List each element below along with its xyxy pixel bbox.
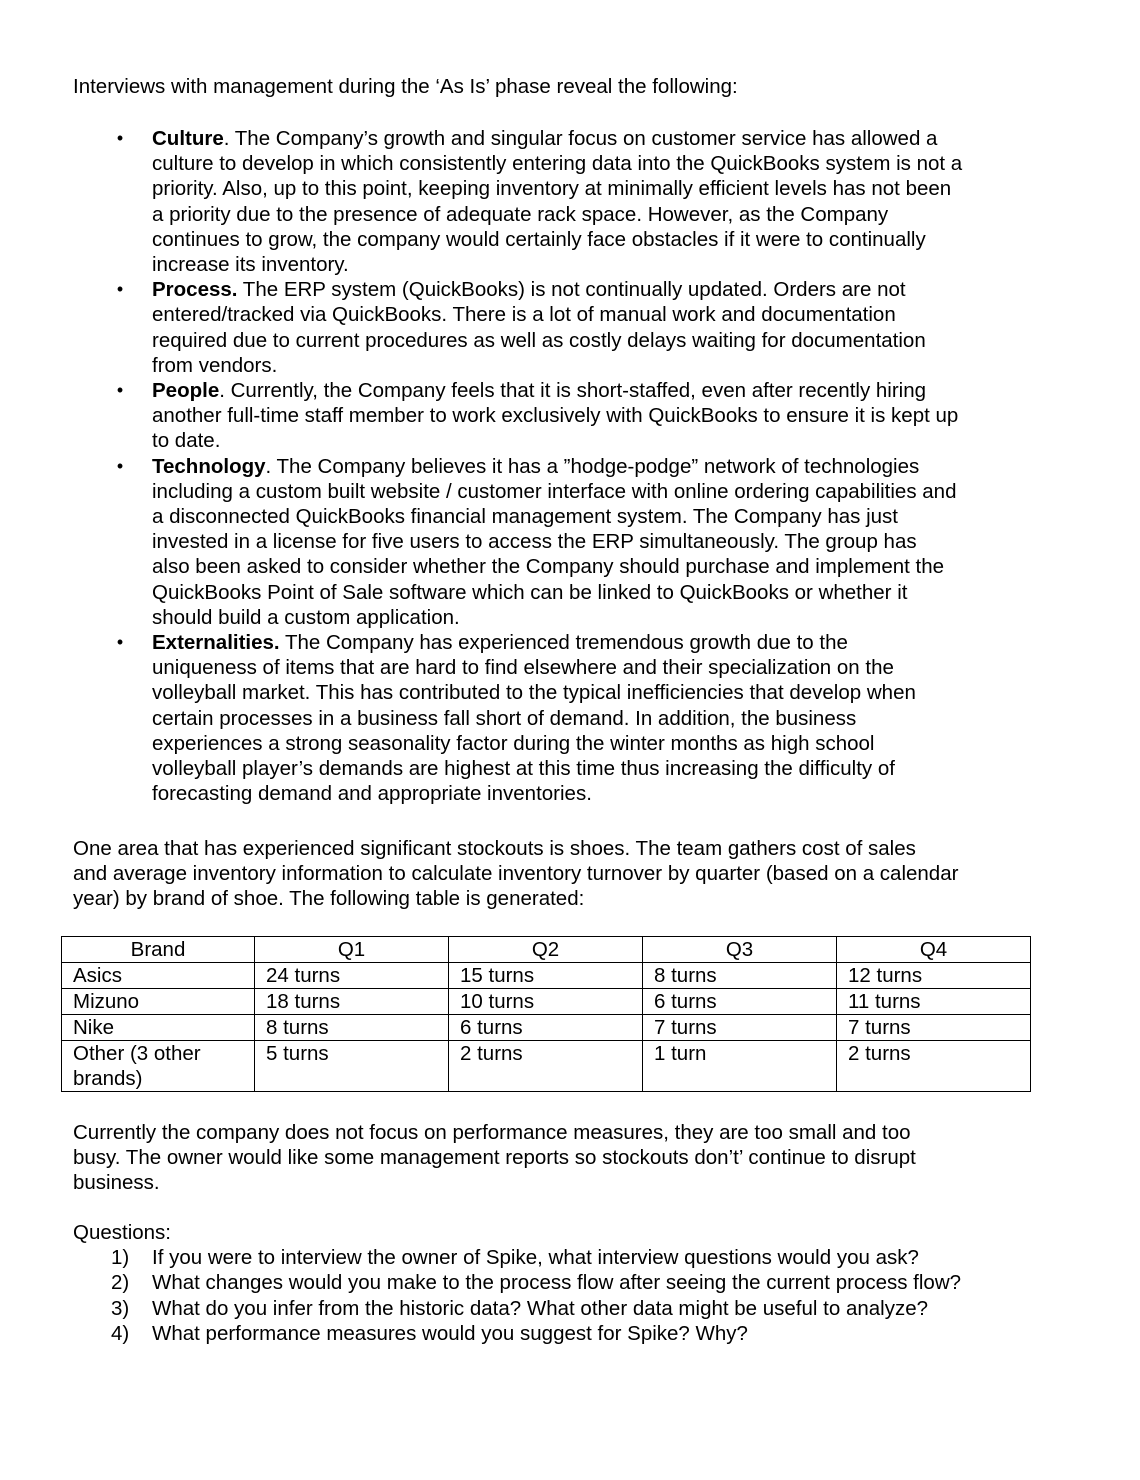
bullet-line: also been asked to consider whether the Company should purchase and implement the xyxy=(152,555,945,579)
bullet-line: volleyball player’s demands are highest at this time thus increasing the difficulty of xyxy=(152,757,895,781)
paragraph-line: Currently the company does not focus on performance measures, they are too small and too xyxy=(73,1121,911,1144)
bullet-line: including a custom built website / customer interface with online ordering capabilities and xyxy=(152,479,957,503)
bullet-process xyxy=(0,277,1032,378)
bullet-line: another full-time staff member to work exclusively with QuickBooks to ensure it is kept up xyxy=(152,404,959,428)
header-q1: Q1 xyxy=(255,937,449,963)
header-q3: Q3 xyxy=(643,937,837,963)
table-cell: 7 turns xyxy=(837,1015,1031,1041)
bullet-line: increase its inventory. xyxy=(152,253,349,277)
bullet-people xyxy=(0,378,1032,454)
bullet-line: volleyball market. This has contributed to the typical inefficiencies that develop when xyxy=(152,681,916,705)
question-number: 4) xyxy=(111,1321,130,1345)
bullet-line: QuickBooks Point of Sale software which can be linked to QuickBooks or whether it xyxy=(152,580,908,604)
table-header-row xyxy=(62,937,1031,963)
bullet-heading: Process. xyxy=(152,278,238,302)
bullet-dot-icon: • xyxy=(116,128,124,148)
question-text: What changes would you make to the process flow after seeing the current process flow? xyxy=(152,1271,962,1295)
table-cell: 12 turns xyxy=(837,963,1031,989)
header-q4: Q4 xyxy=(837,937,1031,963)
question-item xyxy=(73,1270,1073,1295)
table-cell: 15 turns xyxy=(449,963,643,989)
table-cell: 18 turns xyxy=(255,989,449,1015)
bullet-technology xyxy=(0,454,1032,630)
paragraph-line: year) by brand of shoe. The following table is generated: xyxy=(73,887,585,911)
bullet-list xyxy=(0,126,1140,806)
bullet-line: . The Company believes it has a ”hodge-podge” network of technologies xyxy=(265,454,920,478)
table-cell: 8 turns xyxy=(643,963,837,989)
table-cell: 1 turn xyxy=(643,1041,837,1092)
bullet-line: The Company has experienced tremendous growth due to the xyxy=(279,631,848,655)
table-row xyxy=(62,963,1031,989)
paragraph-line: and average inventory information to calculate inventory turnover by quarter (based on a calendar xyxy=(73,862,959,886)
table-cell: Nike xyxy=(62,1015,255,1041)
bullet-heading: Externalities. xyxy=(152,631,280,655)
bullet-line: entered/tracked via QuickBooks. There is a lot of manual work and documentation xyxy=(152,303,896,327)
bullet-line: The ERP system (QuickBooks) is not continually updated. Orders are not xyxy=(237,278,906,302)
inventory-turnover-table xyxy=(61,936,1031,1092)
header-brand: Brand xyxy=(62,937,255,963)
cell-line: Other (3 other xyxy=(73,1042,201,1065)
bullet-externalities xyxy=(0,630,1032,806)
paragraph-line: business. xyxy=(73,1171,160,1195)
header-q2: Q2 xyxy=(449,937,643,963)
table-cell: 7 turns xyxy=(643,1015,837,1041)
question-text: What performance measures would you suggest for Spike? Why? xyxy=(152,1321,748,1345)
table-cell: 8 turns xyxy=(255,1015,449,1041)
question-number: 2) xyxy=(111,1271,130,1295)
bullet-line: uniqueness of items that are hard to find elsewhere and their specialization on the xyxy=(152,656,894,680)
cell-line: brands) xyxy=(73,1067,143,1090)
table-cell: 10 turns xyxy=(449,989,643,1015)
bullet-line: experiences a strong seasonality factor during the winter months as high school xyxy=(152,731,875,755)
bullet-dot-icon: • xyxy=(116,279,124,300)
bullet-line: continues to grow, the company would certainly face obstacles if it were to continually xyxy=(152,227,926,251)
table-cell xyxy=(62,1041,255,1092)
question-text: If you were to interview the owner of Spike, what interview questions would you ask? xyxy=(152,1246,919,1270)
bullet-line: required due to current procedures as well as costly delays waiting for documentation xyxy=(152,328,926,352)
table-cell: 6 turns xyxy=(643,989,837,1015)
bullet-line: priority. Also, up to this point, keeping inventory at minimally efficient levels has not been xyxy=(152,177,952,201)
bullet-line: a disconnected QuickBooks financial management system. The Company has just xyxy=(152,505,898,529)
question-text: What do you infer from the historic data? What other data might be useful to analyze? xyxy=(152,1296,929,1320)
bullet-dot-icon: • xyxy=(116,455,124,476)
question-number: 3) xyxy=(111,1296,130,1320)
bullet-heading: People xyxy=(152,379,220,403)
bullet-dot-icon: • xyxy=(116,380,124,401)
bullet-line: to date. xyxy=(152,429,221,453)
table-cell: 24 turns xyxy=(255,963,449,989)
table-row xyxy=(62,989,1031,1015)
question-number: 1) xyxy=(111,1246,130,1270)
questions-title: Questions: xyxy=(73,1221,171,1244)
performance-paragraph xyxy=(73,1120,1013,1196)
table-cell: Asics xyxy=(62,963,255,989)
question-item xyxy=(73,1296,1073,1321)
bullet-line: . The Company’s growth and singular focus on customer service has allowed a xyxy=(223,127,938,150)
bullet-line: . Currently, the Company feels that it is short-staffed, even after recently hiring xyxy=(219,379,927,403)
table-row xyxy=(62,1041,1031,1092)
table-cell: 6 turns xyxy=(449,1015,643,1041)
bullet-line: from vendors. xyxy=(152,353,278,377)
bullet-line: certain processes in a business fall short of demand. In addition, the business xyxy=(152,706,857,730)
bullet-line: culture to develop in which consistently entering data into the QuickBooks system is not a xyxy=(152,152,963,176)
question-item xyxy=(73,1245,1073,1270)
paragraph-line: One area that has experienced significant stockouts is shoes. The team gathers cost of sales xyxy=(73,837,916,860)
bullet-heading: Technology xyxy=(152,454,266,478)
stockouts-paragraph xyxy=(73,836,1033,912)
questions-section xyxy=(73,1220,1073,1346)
table-cell: 2 turns xyxy=(449,1041,643,1092)
table-cell: 2 turns xyxy=(837,1041,1031,1092)
bullet-line: a priority due to the presence of adequate rack space. However, as the Company xyxy=(152,202,889,226)
table-cell: 5 turns xyxy=(255,1041,449,1092)
paragraph-line: busy. The owner would like some management reports so stockouts don’t’ continue to disrupt xyxy=(73,1146,916,1170)
bullet-line: invested in a license for five users to access the ERP simultaneously. The group has xyxy=(152,530,917,554)
intro-paragraph: Interviews with management during the ‘As Is’ phase reveal the following: xyxy=(73,75,738,98)
bullet-culture xyxy=(0,126,1032,277)
bullet-line: should build a custom application. xyxy=(152,605,460,629)
table-cell: Mizuno xyxy=(62,989,255,1015)
table-cell: 11 turns xyxy=(837,989,1031,1015)
bullet-heading: Culture xyxy=(152,127,224,150)
question-item xyxy=(73,1321,1073,1346)
bullet-line: forecasting demand and appropriate inventories. xyxy=(152,782,592,806)
table-row xyxy=(62,1015,1031,1041)
bullet-dot-icon: • xyxy=(116,632,124,653)
